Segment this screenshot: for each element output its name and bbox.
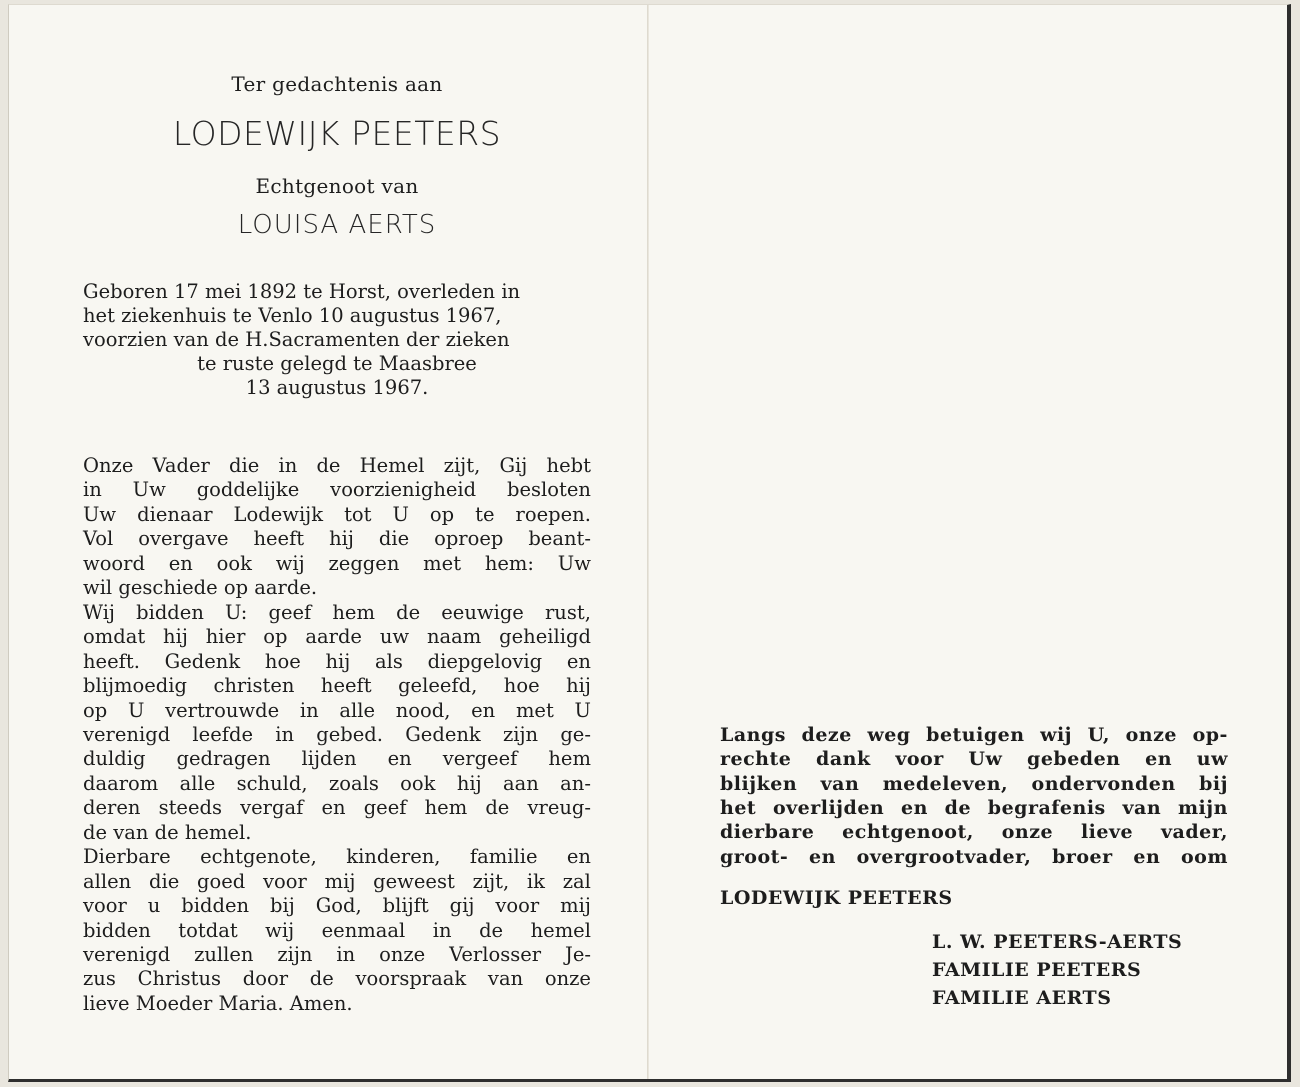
- prayer-line: voor u bidden bij God, blijft gij voor mij: [83, 894, 591, 918]
- spouse-intro: Echtgenoot van: [255, 174, 419, 198]
- signature-line: FAMILIE PEETERS: [932, 959, 1142, 981]
- prayer-line: Uw dienaar Lodewijk tot U op te roepen.: [83, 502, 591, 526]
- bio-line: Geboren 17 mei 1892 te Horst, overleden in: [83, 280, 521, 303]
- prayer-line: wil geschiede op aarde.: [83, 576, 318, 600]
- prayer-line: daarom alle schuld, zoals ook hij aan an-: [83, 771, 591, 795]
- prayer-line: omdat hij hier op aarde uw naam geheiligd: [83, 625, 591, 649]
- prayer-line: Dierbare echtgenote, kinderen, familie en: [83, 845, 591, 869]
- thanks-line: Langs deze weg betuigen wij U, onze op-: [720, 724, 1228, 746]
- bio-line: 13 augustus 1967.: [245, 376, 429, 399]
- prayer-line: allen die goed voor mij geweest zijt, ik zal: [83, 869, 591, 893]
- prayer-line: zus Christus door de voorspraak van onze: [83, 967, 591, 991]
- thanks-line: het overlijden en de begrafenis van mijn: [720, 796, 1228, 819]
- prayer-line: op U vertrouwde in alle nood, en met U: [83, 698, 591, 722]
- signature-line: FAMILIE AERTS: [932, 987, 1112, 1009]
- bio-line: het ziekenhuis te Venlo 10 augustus 1967,: [83, 304, 502, 327]
- bio-line: te ruste gelegd te Maasbree: [197, 352, 477, 375]
- prayer-line: Vol overgave heeft hij die oproep beant-: [83, 527, 591, 551]
- prayer-line: bidden totdat wij eenmaal in de hemel: [83, 918, 591, 942]
- prayer-line: in Uw goddelijke voorzienigheid besloten: [83, 478, 591, 502]
- prayer-line: duldig gedragen lijden en vergeef hem: [83, 747, 591, 771]
- prayer-line: Onze Vader die in de Hemel zijt, Gij hebt: [83, 454, 591, 477]
- thanks-deceased-name: LODEWIJK PEETERS: [720, 887, 953, 909]
- memorial-card: [8, 4, 1291, 1082]
- signature-line: L. W. PEETERS-AERTS: [932, 931, 1183, 953]
- prayer-line: verenigd leefde in gebed. Gedenk zijn ge-: [83, 722, 591, 746]
- prayer-line: woord en ook wij zeggen met hem: Uw: [83, 551, 591, 575]
- prayer-line: Wij bidden U: geef hem de eeuwige rust,: [83, 600, 591, 624]
- thanks-line: dierbare echtgenoot, onze lieve vader,: [720, 821, 1228, 844]
- spouse-name: LOUISA AERTS: [237, 210, 437, 240]
- prayer-line: de van de hemel.: [83, 820, 252, 844]
- thanks-line: rechte dank voor Uw gebeden en uw: [720, 748, 1228, 771]
- intro-text: Ter gedachtenis aan: [231, 72, 443, 96]
- prayer-line: heeft. Gedenk hoe hij als diepgelovig en: [83, 649, 591, 673]
- prayer-line: lieve Moeder Maria. Amen.: [83, 991, 353, 1015]
- deceased-name: LODEWIJK PEETERS: [172, 114, 502, 153]
- prayer-line: blijmoedig christen heeft geleefd, hoe hij: [83, 674, 591, 698]
- thanks-line: groot- en overgrootvader, broer en oom: [720, 845, 1228, 868]
- thanks-line: blijken van medeleven, ondervonden bij: [720, 772, 1228, 795]
- prayer-line: verenigd zullen zijn in onze Verlosser Je-: [83, 943, 591, 966]
- card-fold: [647, 5, 649, 1079]
- bio-line: voorzien van de H.Sacramenten der zieken: [83, 328, 510, 351]
- prayer-line: deren steeds vergaf en geef hem de vreug-: [83, 796, 591, 820]
